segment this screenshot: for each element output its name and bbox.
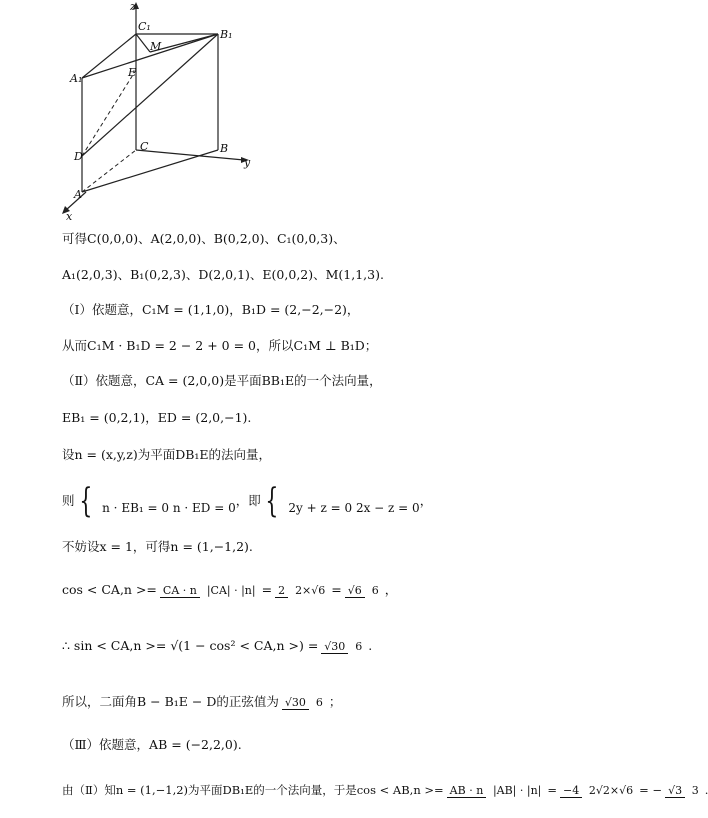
part2-set-x: 不妨设x = 1，可得n = (1,−1,2). bbox=[62, 539, 253, 554]
label-c1: C₁ bbox=[138, 20, 151, 33]
coords-line-1: 可得C(0,0,0)、A(2,0,0)、B(0,2,0)、C₁(0,0,3)、 bbox=[62, 231, 346, 246]
cos-frac-2: 2 2×√6 bbox=[275, 581, 328, 599]
cos-line: cos < CA,n >= CA · n |CA| · |n| = 2 2×√6 = √6 6 ， bbox=[62, 582, 398, 597]
label-c: C bbox=[140, 140, 149, 153]
label-b: B bbox=[220, 142, 229, 155]
label-m: M bbox=[150, 40, 162, 53]
edge-a-b bbox=[82, 150, 218, 192]
coords-line-2: A₁(2,0,3)、B₁(0,2,3)、D(2,0,1)、E(0,0,2)、M(1,1,3). bbox=[62, 267, 384, 282]
cos-frac-1: CA · n |CA| · |n| bbox=[160, 581, 259, 599]
label-a: A bbox=[74, 188, 82, 201]
final-frac-3: √3 3 bbox=[665, 781, 702, 799]
system-2: { 2y + z = 0 2x − z = 0 bbox=[265, 481, 420, 521]
final-line: 由（Ⅱ）知n = (1,−1,2)为平面DB₁E的一个法向量，于是cos < AB,n >= AB · n |AB| · |n| = −4 2√2×√6 = − √3 3 bbox=[62, 770, 672, 810]
label-y: y bbox=[244, 156, 251, 169]
cos-frac-3: √6 6 bbox=[345, 581, 382, 599]
label-b1: B₁ bbox=[220, 28, 233, 41]
dihedral-answer: 所以，二面角B − B₁E − D的正弦值为 √30 6 ； bbox=[62, 694, 342, 709]
final-frac-2: −4 2√2×√6 bbox=[560, 781, 636, 799]
final-frac-1: AB · n |AB| · |n| bbox=[447, 781, 545, 799]
part2-vectors: EB₁ = (0,2,1)，ED = (2,0,−1). bbox=[62, 410, 252, 425]
part3-vector: （Ⅲ）依题意，AB = (−2,2,0). bbox=[62, 737, 242, 752]
part1-dot-product: 从而C₁M · B₁D = 2 − 2 + 0 = 0，所以C₁M ⊥ B₁D； bbox=[62, 338, 378, 353]
segment-d-e-dashed bbox=[82, 70, 136, 156]
edge-a-c-dashed bbox=[82, 150, 136, 192]
label-e: E bbox=[128, 66, 137, 79]
prism-diagram bbox=[52, 0, 272, 222]
equation-system-line: 则 { n · EB₁ = 0 n · ED = 0 ，即 { 2y + z = 0 2x − z = 0 ， bbox=[62, 481, 433, 521]
part1-vectors: （Ⅰ）依题意，C₁M = (1,1,0)，B₁D = (2,−2,−2)， bbox=[62, 302, 360, 317]
part2-normal-ca: （Ⅱ）依题意，CA = (2,0,0)是平面BB₁E的一个法向量， bbox=[62, 373, 382, 388]
sin-frac: √30 6 bbox=[321, 637, 365, 655]
label-x: x bbox=[66, 210, 73, 223]
segment-c1-m bbox=[136, 34, 150, 52]
part2-normal-n: 设n = (x,y,z)为平面DB₁E的法向量， bbox=[62, 447, 272, 462]
label-a1: A₁ bbox=[70, 72, 83, 85]
answer-frac: √30 6 bbox=[282, 693, 326, 711]
sin-line: ∴ sin < CA,n >= √(1 − cos² < CA,n >) = √30 6 . bbox=[62, 638, 373, 653]
system-1: { n · EB₁ = 0 n · ED = 0 bbox=[78, 481, 236, 521]
label-d: D bbox=[74, 150, 83, 163]
label-z: z bbox=[130, 0, 136, 13]
prism-figure bbox=[52, 0, 272, 222]
